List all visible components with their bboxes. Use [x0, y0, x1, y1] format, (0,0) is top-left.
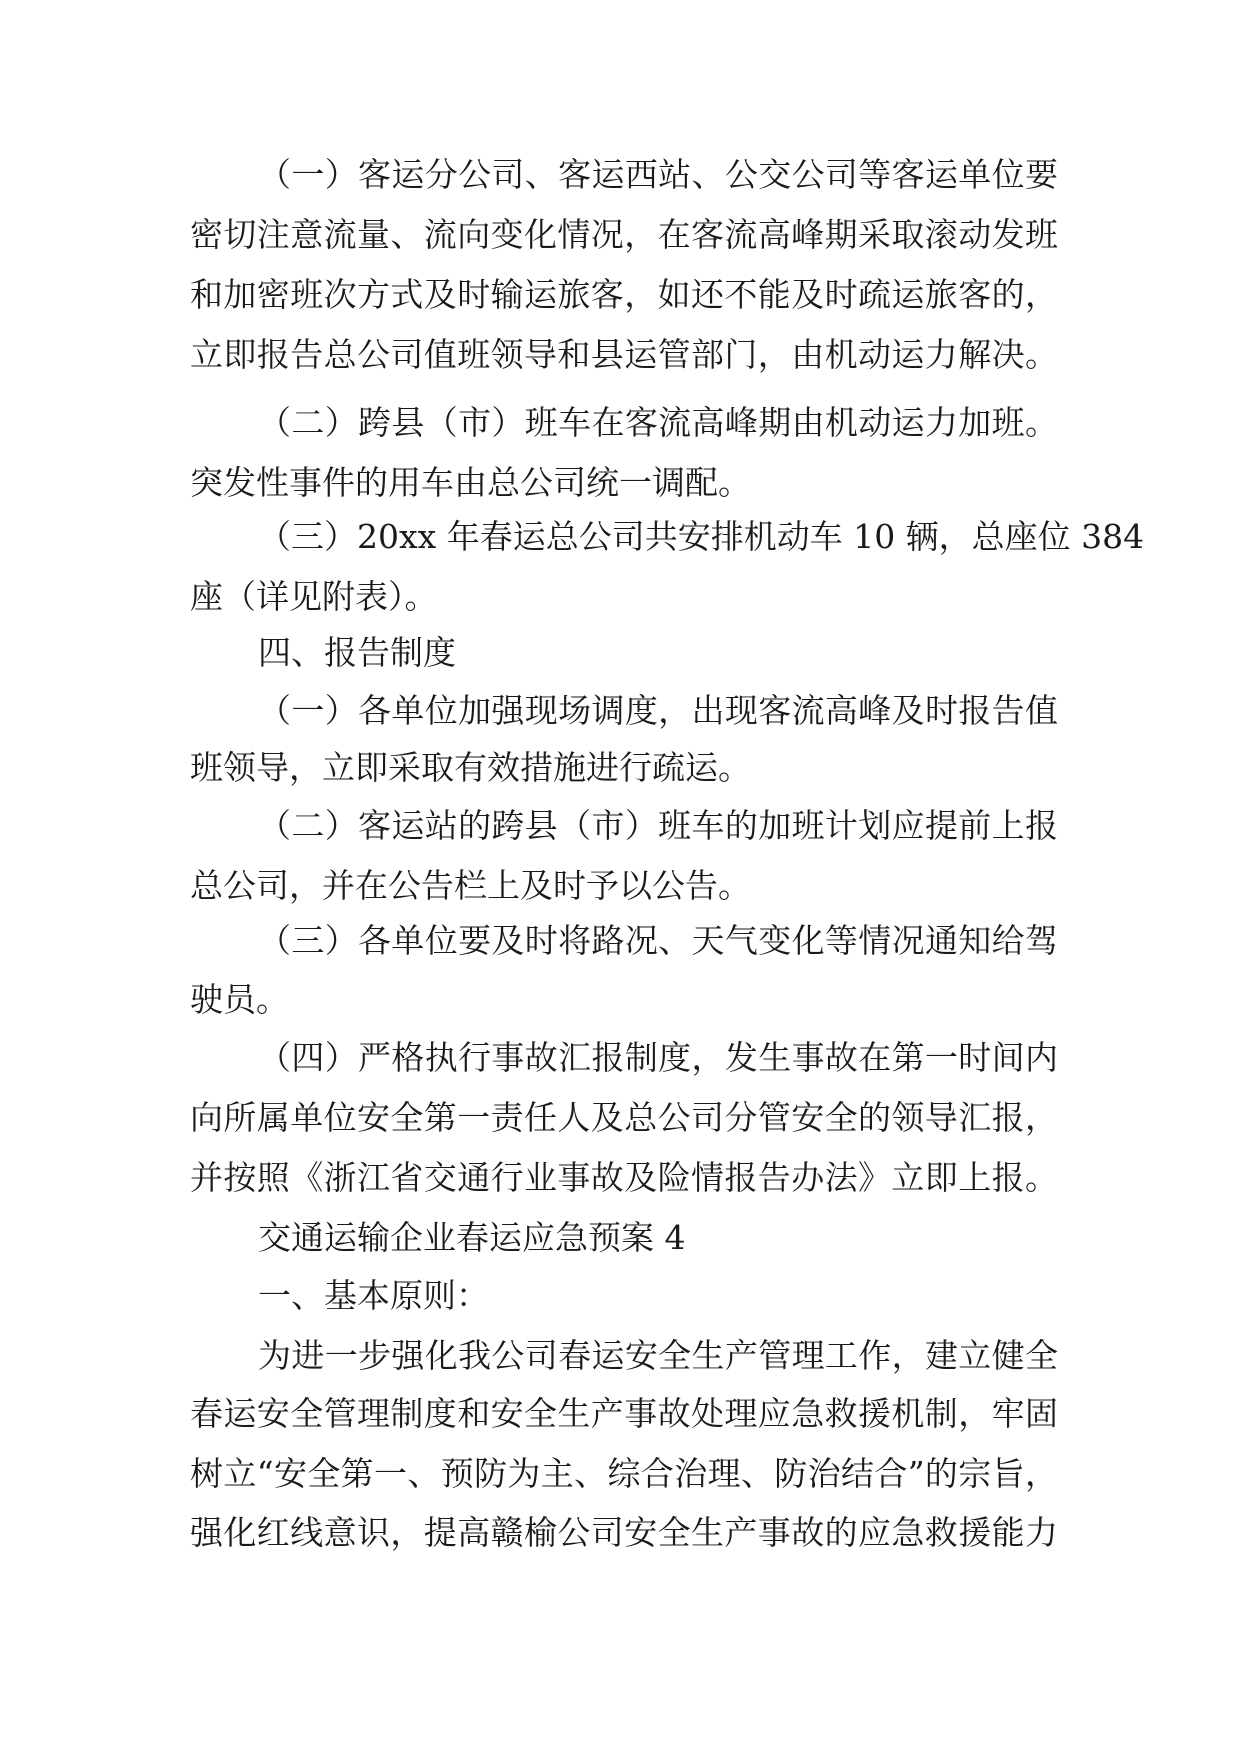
- paragraph-line: （二）客运站的跨县（市）班车的加班计划应提前上报: [258, 806, 1058, 845]
- paragraph-line: 为进一步强化我公司春运安全生产管理工作，建立健全: [258, 1336, 1058, 1375]
- paragraph-line: 座（详见附表）。: [190, 577, 438, 616]
- paragraph-line: 强化红线意识，提高赣榆公司安全生产事故的应急救援能力: [190, 1513, 1058, 1552]
- paragraph-line: 总公司，并在公告栏上及时予以公告。: [190, 866, 751, 905]
- paragraph-line: 和加密班次方式及时输运旅客，如还不能及时疏运旅客的，: [190, 275, 1058, 314]
- section-heading: 一、基本原则：: [258, 1276, 489, 1315]
- paragraph-line: （三）各单位要及时将路况、天气变化等情况通知给驾: [258, 921, 1058, 960]
- paragraph-line: 向所属单位安全第一责任人及总公司分管安全的领导汇报，: [190, 1098, 1058, 1137]
- paragraph-line: （一）各单位加强现场调度，出现客流高峰及时报告值: [258, 691, 1058, 730]
- section-title: 交通运输企业春运应急预案 4: [258, 1218, 686, 1257]
- paragraph-line: 突发性事件的用车由总公司统一调配。: [190, 463, 751, 502]
- paragraph-line: 立即报告总公司值班领导和县运管部门，由机动运力解决。: [190, 335, 1058, 374]
- paragraph-line: 春运安全管理制度和安全生产事故处理应急救援机制，牢固: [190, 1394, 1058, 1433]
- paragraph-line: （三）20xx 年春运总公司共安排机动车 10 辆，总座位 384: [258, 517, 1145, 556]
- section-heading: 四、报告制度: [258, 633, 456, 672]
- paragraph-line: 并按照《浙江省交通行业事故及险情报告办法》立即上报。: [190, 1158, 1058, 1197]
- paragraph-line: 班领导，立即采取有效措施进行疏运。: [190, 748, 751, 787]
- paragraph-line: （一）客运分公司、客运西站、公交公司等客运单位要: [258, 155, 1058, 194]
- paragraph-line: 树立“安全第一、预防为主、综合治理、防治结合”的宗旨，: [190, 1454, 1058, 1493]
- paragraph-line: （二）跨县（市）班车在客流高峰期由机动运力加班。: [258, 403, 1058, 442]
- paragraph-line: 密切注意流量、流向变化情况，在客流高峰期采取滚动发班: [190, 215, 1058, 254]
- paragraph-line: 驶员。: [190, 980, 289, 1019]
- paragraph-line: （四）严格执行事故汇报制度，发生事故在第一时间内: [258, 1038, 1058, 1077]
